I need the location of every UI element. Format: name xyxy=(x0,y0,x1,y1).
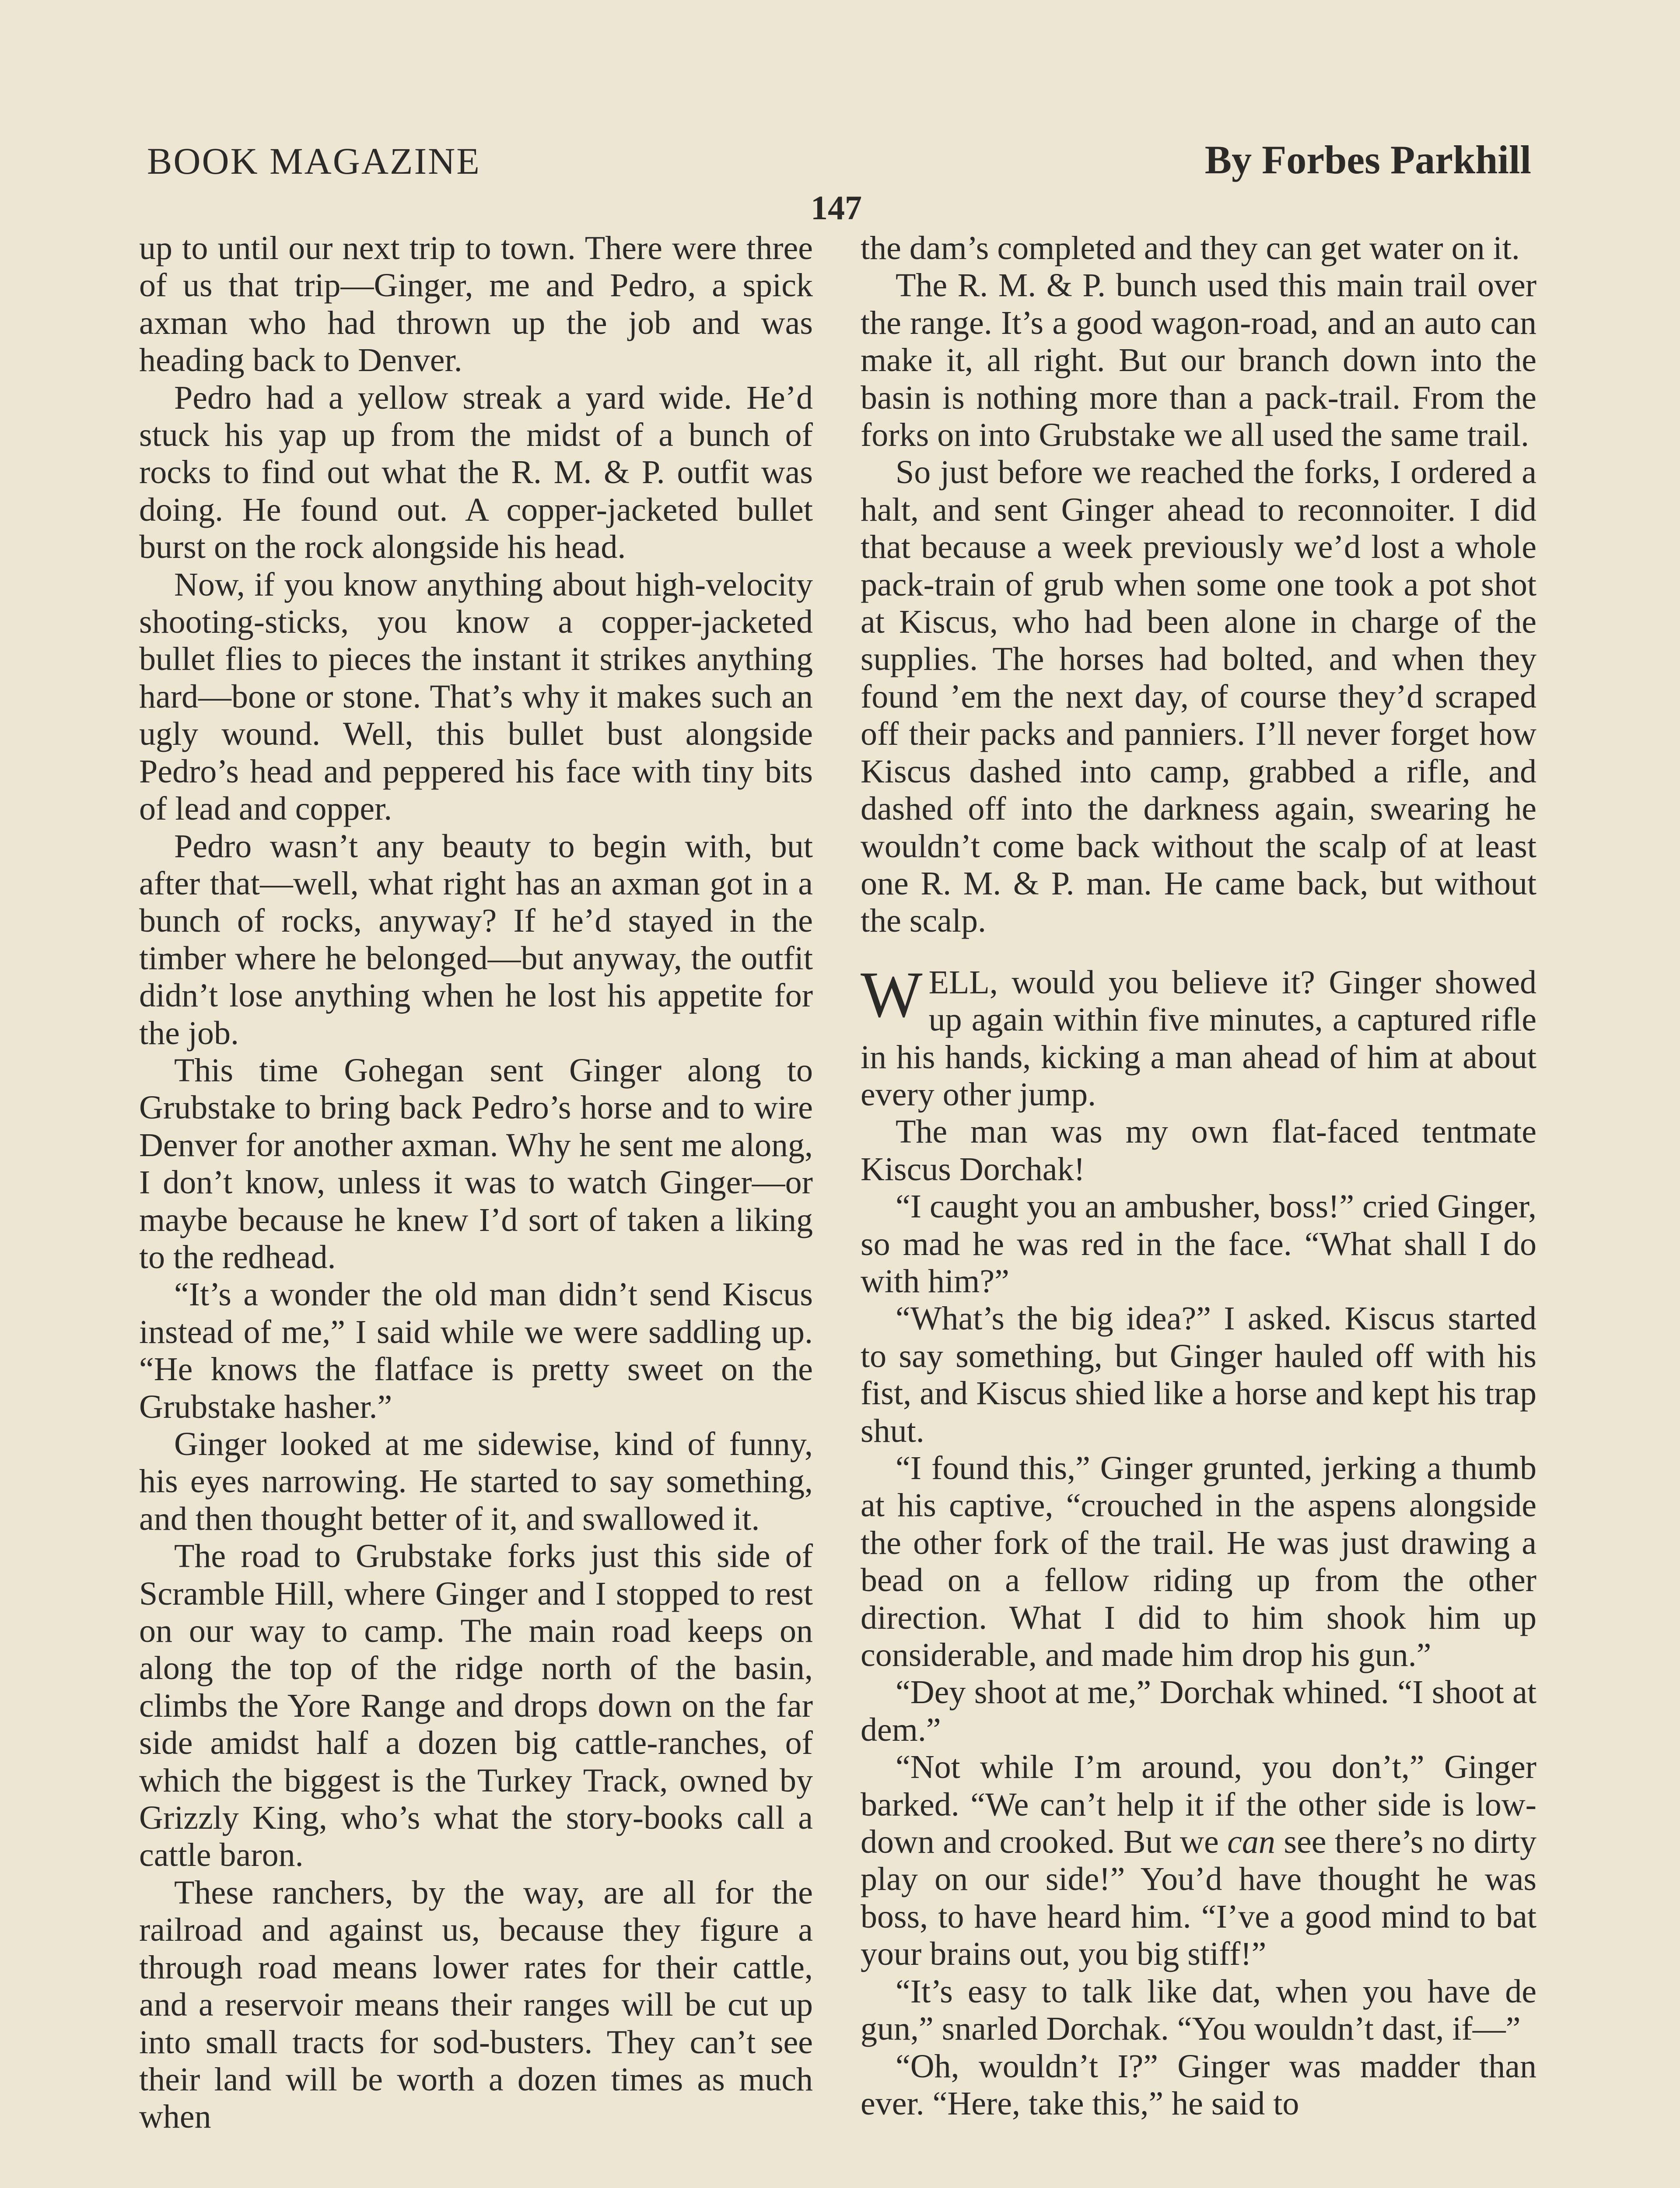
author-byline: By Forbes Parkhill xyxy=(1204,137,1531,182)
paragraph: “It’s a wonder the old man didn’t send Kiscus instead of me,” I said while we were saddling up. “He knows the flatface is pretty sweet on the Grubstake hasher.” xyxy=(139,1276,813,1425)
right-column xyxy=(861,230,1536,2122)
paragraph: Pedro had a yellow streak a yard wide. He’d stuck his yap up from the midst of a bunch of rocks to find out what the R. M. & P. outfit was doing. He found out. A copper-jacketed bullet burst on the rock alongside his head. xyxy=(139,379,813,566)
section-break xyxy=(861,940,1536,964)
emphasized-word: can xyxy=(1227,1823,1275,1861)
paragraph: The man was my own flat-faced tentmate Kiscus Dorchak! xyxy=(861,1113,1536,1188)
paragraph: So just before we reached the forks, I ordered a halt, and sent Ginger ahead to reconnoiter. I did that because a week previously we’d lost a whole pack-train of grub when some one took a pot shot at Kiscus, who had been alone in charge of the supplies. The horses had bolted, and when they found ’em the next day, of course they’d scraped off their packs and panniers. I’ll never forget how Kiscus dashed into camp, grabbed a rifle, and dashed off into the darkness again, swearing he wouldn’t come back without the scalp of at least one R. M. & P. man. He came back, but without the scalp. xyxy=(861,454,1536,940)
paragraph xyxy=(861,1749,1536,1973)
paragraph: The road to Grubstake forks just this side of Scramble Hill, where Ginger and I stopped to rest on our way to camp. The main road keeps on along the top of the ridge north of the basin, climbs the Yore Range and drops down on the far side amidst half a dozen big cattle-ranches, of which the biggest is the Turkey Track, owned by Grizzly King, who’s what the story-books call a cattle baron. xyxy=(139,1538,813,1874)
magazine-title: BOOK MAGAZINE xyxy=(147,140,481,182)
paragraph-text: see there’s no dirty play on our side!” You’d have thought he was boss, to have heard him. “I’ve a good mind to bat your brains out, you big stiff!” xyxy=(861,1823,1536,1973)
page-number: 147 xyxy=(811,189,862,227)
paragraph: “I found this,” Ginger grunted, jerking a thumb at his captive, “crouched in the aspens alongside the other fork of the trail. He was just drawing a bead on a fellow riding up from the other direction. What I did to him shook him up considerable, and made him drop his gun.” xyxy=(861,1450,1536,1674)
paragraph: “Oh, wouldn’t I?” Ginger was madder than ever. “Here, take this,” he said to xyxy=(861,2048,1536,2122)
paragraph: Pedro wasn’t any beauty to begin with, but after that—well, what right has an axman got in a bunch of rocks, anyway? If he’d stayed in the timber where he belonged—but anyway, the outfit didn’t lose anything when he lost his appetite for the job. xyxy=(139,828,813,1052)
paragraph: These ranchers, by the way, are all for the railroad and against us, because they figure a through road means lower rates for their cattle, and a reservoir means their ranges will be cut up into small tracts for sod-busters. They can’t see their land will be worth a dozen times as much when xyxy=(139,1874,813,2135)
paragraph: The R. M. & P. bunch used this main trail over the range. It’s a good wagon-road, and an auto can make it, all right. But our branch down into the basin is nothing more than a pack-trail. From the forks on into Grubstake we all used the same trail. xyxy=(861,267,1536,454)
drop-cap-letter: W xyxy=(861,958,923,1031)
dropcap-paragraph-text: ELL, would you believe it? Ginger showed up again within five minutes, a captured rifle in his hands, kicking a man ahead of him at about every other jump. xyxy=(861,964,1536,1113)
paragraph: This time Gohegan sent Ginger along to Grubstake to bring back Pedro’s horse and to wire Denver for another axman. Why he sent me along, I don’t know, unless it was to watch Ginger—or maybe because he knew I’d sort of taken a liking to the redhead. xyxy=(139,1052,813,1276)
paragraph: Now, if you know anything about high-velocity shooting-sticks, you know a copper-jacketed bullet flies to pieces the instant it strikes anything hard—bone or stone. That’s why it makes such an ugly wound. Well, this bullet bust alongside Pedro’s head and peppered his face with tiny bits of lead and copper. xyxy=(139,566,813,828)
paragraph: up to until our next trip to town. There were three of us that trip—Ginger, me and Pedro, a spick axman who had thrown up the job and was heading back to Denver. xyxy=(139,230,813,379)
left-column xyxy=(139,230,813,2136)
paragraph: “Dey shoot at me,” Dorchak whined. “I shoot at dem.” xyxy=(861,1674,1536,1748)
dropcap-paragraph xyxy=(861,958,1536,1114)
paragraph-text: “Not while I’m around, you don’t,” Ginger barked. “We can’t help it if the other side is low-down and crooked. But we xyxy=(861,1749,1536,1861)
paragraph: “What’s the big idea?” I asked. Kiscus started to say something, but Ginger hauled off with his fist, and Kiscus shied like a horse and kept his trap shut. xyxy=(861,1300,1536,1449)
paragraph: “I caught you an ambusher, boss!” cried Ginger, so mad he was red in the face. “What shall I do with him?” xyxy=(861,1188,1536,1300)
paragraph: “It’s easy to talk like dat, when you have de gun,” snarled Dorchak. “You wouldn’t dast, if—” xyxy=(861,1973,1536,2048)
paragraph: the dam’s completed and they can get water on it. xyxy=(861,230,1520,266)
paragraph: Ginger looked at me sidewise, kind of funny, his eyes narrowing. He started to say something, and then thought better of it, and swallowed it. xyxy=(139,1426,813,1537)
